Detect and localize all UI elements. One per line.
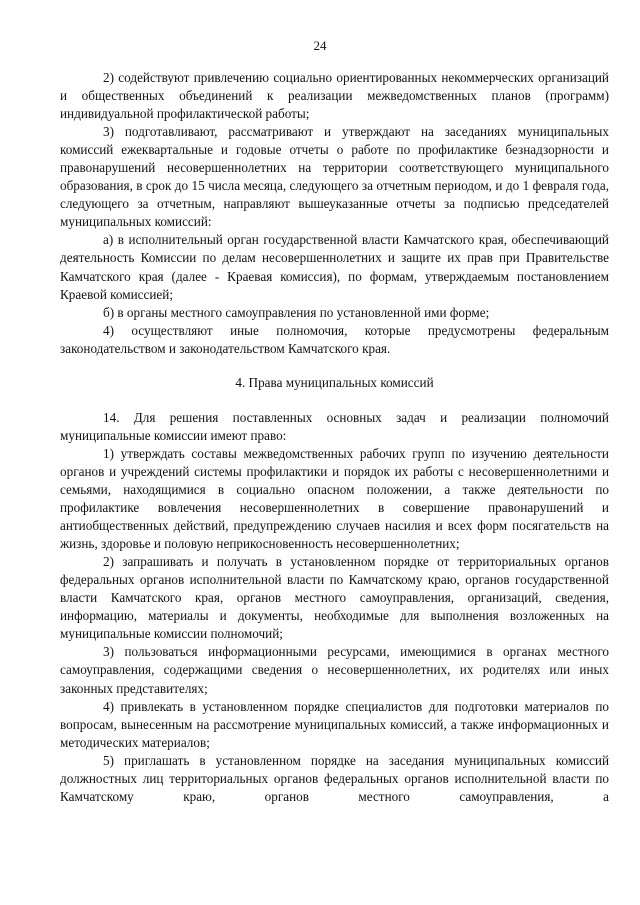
paragraph-14-rights-intro: 14. Для решения поставленных основных задач и реализации полномочий муниципальные комиссии имеют право: [60, 409, 609, 443]
page-number: 24 [313, 38, 327, 53]
document-body [60, 69, 609, 806]
paragraph-item-b-local-government: б) в органы местного самоуправления по установленной ими форме; [103, 304, 490, 320]
paragraph-right-1-working-groups: 1) утверждать составы межведомственных рабочих групп по изучению деятельности органов и учреждений системы профилактики и порядок их работы с несовершеннолетними и семьями, находящимися в социально опасном положении, а также деятельности по профилактике вовлечения несовершеннолетних в совершение правонарушений и антиобщественных действий, предупреждению случаев насилия и всех форм посягательств на жизнь, здоровье и половую неприкосновенность несовершеннолетних; [60, 445, 609, 552]
paragraph-right-2-request-info: 2) запрашивать и получать в установленном порядке от территориальных органов федеральных органов исполнительной власти по Камчатскому краю, органов государственной власти Камчатского края, органов местного самоуправления, организаций, сведения, информацию, материалы и документы, необходимые для выполнения возложенных на муниципальные комиссии полномочий; [60, 554, 609, 642]
paragraph-item-2-nko: 2) содействуют привлечению социально ориентированных некоммерческих организаций и общественных объединений к реализации межведомственных планов (программ) индивидуальной профилактической работы; [60, 70, 609, 122]
paragraph-item-4-other-powers: 4) осуществляют иные полномочия, которые предусмотрены федеральным законодательством и законодательством Камчатского края. [60, 322, 609, 356]
paragraph-item-a-executive-body: а) в исполнительный орган государственной власти Камчатского края, обеспечивающий деятельность Комиссии по делам несовершеннолетних и защите их прав при Правительстве Камчатского края (далее - Краевая комиссия), по формам, утверждаемым постановлением Краевой комиссией; [60, 232, 609, 302]
paragraph-item-3-reports: 3) подготавливают, рассматривают и утверждают на заседаниях муниципальных комиссий ежеквартальные и годовые отчеты о работе по профилактике безнадзорности и правонарушений несовершеннолетних на территории соответствующего муниципального образования, в срок до 15 числа месяца, следующего за отчетным периодом, и до 1 февраля года, следующего за отчетным, направляют вышеуказанные отчеты за подписью председателей муниципальных комиссий: [60, 124, 609, 230]
section-heading: 4. Права муниципальных комиссий [235, 374, 434, 390]
paragraph-right-5-invite-officials: 5) приглашать в установленном порядке на заседания муниципальных комиссий должностных лиц территориальных органов федеральных органов исполнительной власти по Камчатскому краю, органов местного самоуправления, а [60, 752, 609, 804]
paragraph-right-4-specialists: 4) привлекать в установленном порядке специалистов для подготовки материалов по вопросам, вынесенным на рассмотрение муниципальных комиссий, а также информационных и методических материалов; [60, 698, 609, 750]
paragraph-right-3-info-resources: 3) пользоваться информационными ресурсами, имеющимися в органах местного самоуправления, содержащими сведения о несовершеннолетних, их родителях или иных законных представителях; [60, 644, 609, 696]
